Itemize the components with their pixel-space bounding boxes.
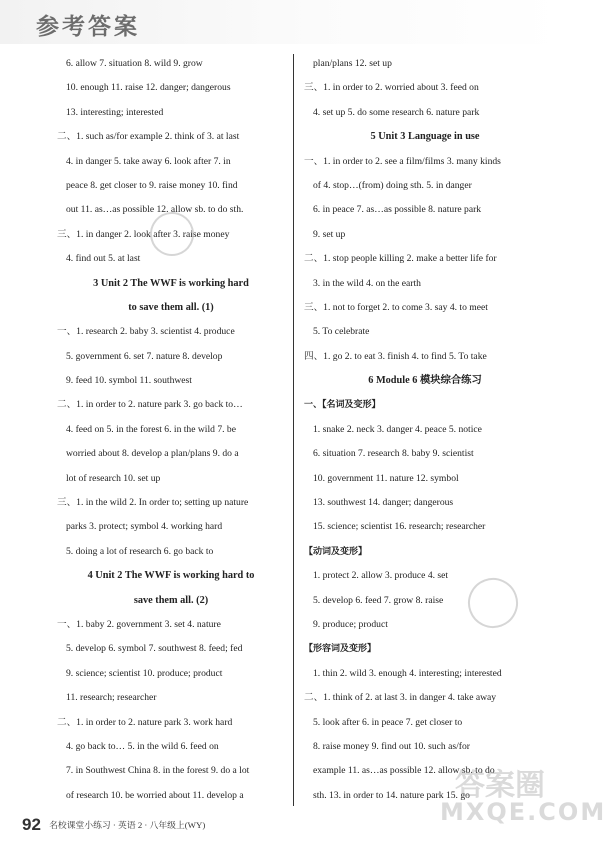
watermark-logo-cn: 答案圈 [455, 768, 545, 803]
page-number: 92 [22, 815, 41, 834]
answer-line: 10. government 11. nature 12. symbol [313, 472, 459, 484]
watermark-logo-en: MXQE.COM [440, 798, 606, 826]
answer-line: sth. 13. in order to 14. nature park 15. go [313, 789, 470, 801]
answer-line: 13. southwest 14. danger; dangerous [313, 497, 454, 509]
answer-line: plan/plans 12. set up [313, 58, 392, 69]
answer-line: 4. go back to… 5. in the wild 6. feed on [66, 740, 219, 752]
answer-line: worried about 8. develop a plan/plans 9. do a [66, 448, 239, 460]
question-line: 三、1. in the wild 2. In order to; setting up nature [57, 497, 249, 509]
question-line: 一、1. in order to 2. see a film/films 3. many kinds [304, 155, 501, 167]
question-line: 二、1. stop people killing 2. make a better life for [304, 253, 497, 265]
answer-line: 5. look after 6. in peace 7. get closer to [313, 716, 463, 728]
answer-line: 5. develop 6. feed 7. grow 8. raise [313, 594, 444, 606]
answer-line: 1. protect 2. allow 3. produce 4. set [313, 570, 449, 582]
question-line: 三、1. in danger 2. look after 3. raise money [57, 228, 230, 240]
column-divider [293, 54, 294, 806]
answer-line: lot of research 10. set up [66, 472, 161, 484]
answer-line: 5. develop 6. symbol 7. southwest 8. feed; fed [66, 643, 243, 655]
page-title: 参考答案 [36, 14, 140, 40]
answer-line: 5. government 6. set 7. nature 8. develop [66, 350, 223, 362]
answer-line: example 11. as…as possible 12. allow sb. to do [313, 765, 495, 777]
right-answer-column [304, 52, 546, 808]
answer-line: 5. To celebrate [313, 326, 370, 338]
answer-line: 9. feed 10. symbol 11. southwest [66, 375, 192, 387]
answer-line: 7. in Southwest China 8. in the forest 9. do a lot [66, 765, 250, 777]
section-heading: 4 Unit 2 The WWF is working hard to [87, 570, 255, 582]
section-heading: 6 Module 6 模块综合练习 [368, 375, 482, 387]
question-line: 三、1. in order to 2. worried about 3. feed on [304, 82, 479, 94]
question-line: 二、1. think of 2. at last 3. in danger 4. take away [304, 692, 497, 704]
answer-line: peace 8. get closer to 9. raise money 10. find [66, 179, 238, 191]
question-line: 二、1. in order to 2. nature park 3. go back to… [57, 399, 243, 411]
answer-line: parks 3. protect; symbol 4. working hard [66, 521, 223, 533]
question-line: 二、1. such as/for example 2. think of 3. at last [57, 131, 240, 143]
answer-line: 10. enough 11. raise 12. danger; dangerous [66, 82, 231, 94]
answer-line: out 11. as…as possible 12. allow sb. to do sth. [66, 204, 244, 216]
question-line: 四、1. go 2. to eat 3. finish 4. to find 5. To take [304, 350, 487, 362]
answer-line: of 4. stop…(from) doing sth. 5. in danger [313, 179, 472, 191]
answer-line: 1. snake 2. neck 3. danger 4. peace 5. notice [313, 423, 482, 435]
site-watermark [440, 760, 606, 830]
left-answer-column [57, 52, 285, 808]
answer-line: 9. science; scientist 10. produce; product [66, 667, 223, 679]
answer-line: 6. allow 7. situation 8. wild 9. grow [66, 58, 203, 69]
answer-line: 5. doing a lot of research 6. go back to [66, 545, 214, 557]
answer-line: 1. thin 2. wild 3. enough 4. interesting; interested [313, 667, 502, 679]
category-label: 【动词及变形】 [304, 546, 368, 557]
question-line: 一、1. baby 2. government 3. set 4. nature [57, 618, 221, 630]
answer-line: 9. produce; product [313, 618, 388, 630]
section-heading: to save them all. (1) [128, 301, 214, 313]
answer-line: 13. interesting; interested [66, 106, 164, 118]
section-heading: 5 Unit 3 Language in use [370, 131, 480, 143]
answer-line: 6. in peace 7. as…as possible 8. nature park [313, 204, 482, 216]
answer-line: of research 10. be worried about 11. develop a [66, 789, 244, 801]
question-line: 一、1. research 2. baby 3. scientist 4. produce [57, 326, 235, 338]
answer-line: 4. set up 5. do some research 6. nature park [313, 106, 480, 118]
answer-line: 4. feed on 5. in the forest 6. in the wild 7. be [66, 423, 236, 435]
answer-line: 4. in danger 5. take away 6. look after 7. in [66, 155, 231, 167]
section-heading: 3 Unit 2 The WWF is working hard [93, 277, 249, 289]
book-title: 名校课堂小练习 · 英语 2 · 八年级上(WY) [49, 820, 206, 830]
question-line: 三、1. not to forget 2. to come 3. say 4. to meet [304, 301, 488, 313]
answer-line: 15. science; scientist 16. research; researcher [313, 521, 486, 533]
answer-line: 11. research; researcher [66, 692, 157, 704]
category-label: 【形容词及变形】 [304, 644, 377, 655]
answer-line: 8. raise money 9. find out 10. such as/for [313, 740, 470, 752]
page-footer [22, 815, 205, 835]
answer-line: 4. find out 5. at last [66, 253, 141, 265]
section-heading: save them all. (2) [133, 594, 209, 606]
question-line: 二、1. in order to 2. nature park 3. work hard [57, 716, 233, 728]
category-label: 一、【名词及变形】 [304, 400, 381, 411]
answer-line: 6. situation 7. research 8. baby 9. scientist [313, 448, 474, 460]
answer-line: 9. set up [313, 228, 346, 240]
answer-line: 3. in the wild 4. on the earth [313, 277, 421, 289]
